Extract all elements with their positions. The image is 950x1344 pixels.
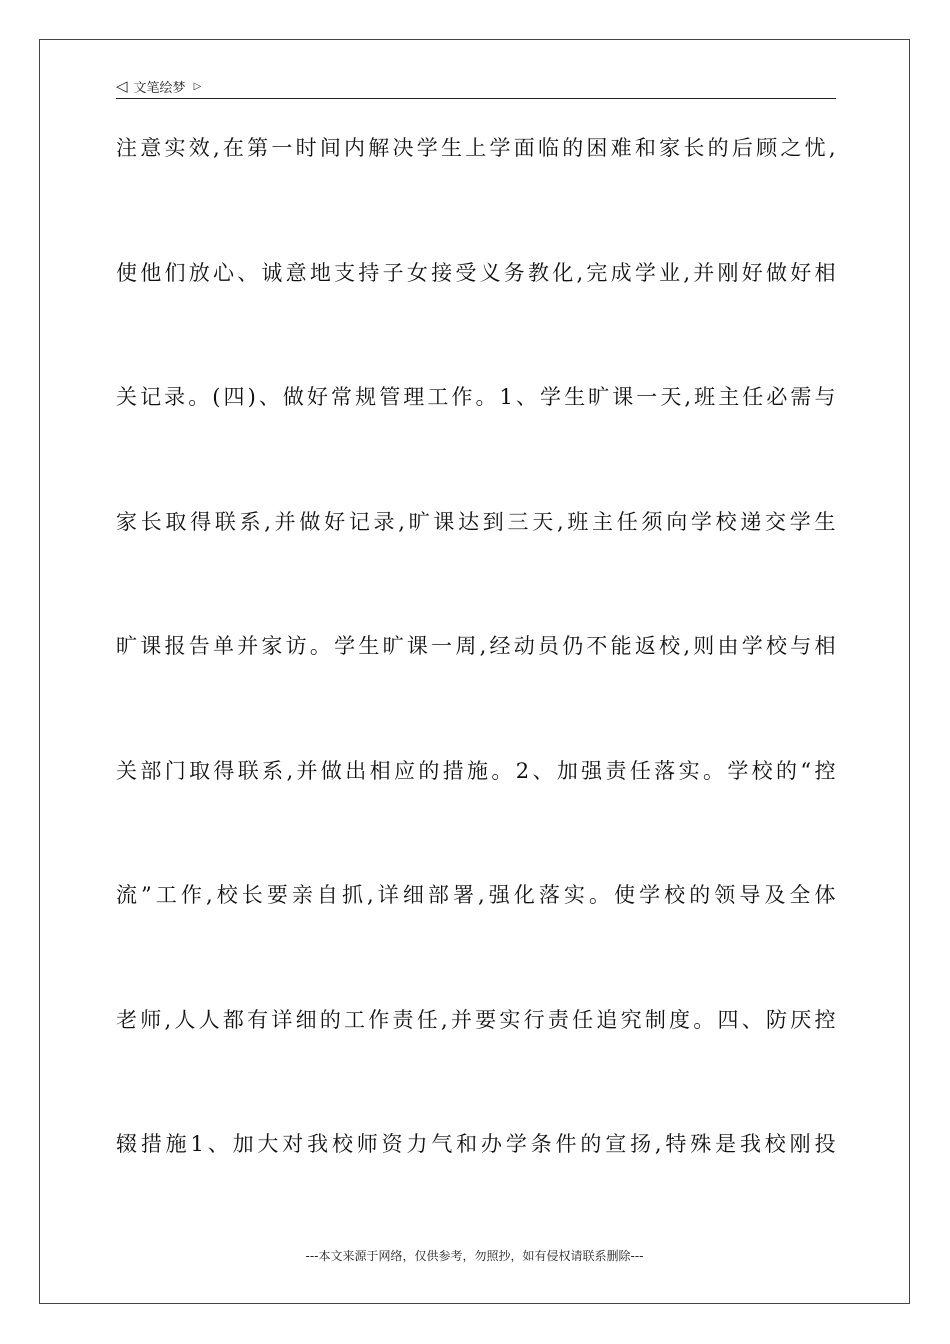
page-footer: ---本文来源于网络，仅供参考，勿照抄，如有侵权请联系删除--- (305, 1249, 644, 1263)
body-line: 关部门取得联系,并做出相应的措施。2、加强责任落实。学校的“控 (116, 758, 836, 783)
body-line: 使他们放心、诚意地支持子女接受义务教化,完成学业,并刚好做好相 (116, 260, 836, 285)
body-line: 关记录。(四)、做好常规管理工作。1、学生旷课一天,班主任必需与 (116, 385, 836, 409)
triangle-left-icon: ◁ (116, 77, 128, 95)
body-line: 老师,人人都有详细的工作责任,并要实行责任追究制度。四、防厌控 (116, 1007, 836, 1032)
header-title: 文笔绘梦 (133, 80, 186, 96)
body-line: 注意实效,在第一时间内解决学生上学面临的困难和家长的后顾之忧, (116, 136, 836, 160)
page-header (116, 74, 836, 99)
triangle-right-icon: ▷ (193, 80, 202, 92)
body-line: 旷课报告单并家访。学生旷课一周,经动员仍不能返校,则由学校与相 (116, 634, 836, 658)
document-body (116, 126, 836, 1247)
body-line: 流”工作,校长要亲自抓,详细部署,强化落实。使学校的领导及全体 (116, 883, 836, 907)
body-line: 辍措施1、加大对我校师资力气和办学条件的宣扬,特殊是我校刚投 (116, 1132, 836, 1156)
body-line: 家长取得联系,并做好记录,旷课达到三天,班主任须向学校递交学生 (116, 509, 836, 534)
